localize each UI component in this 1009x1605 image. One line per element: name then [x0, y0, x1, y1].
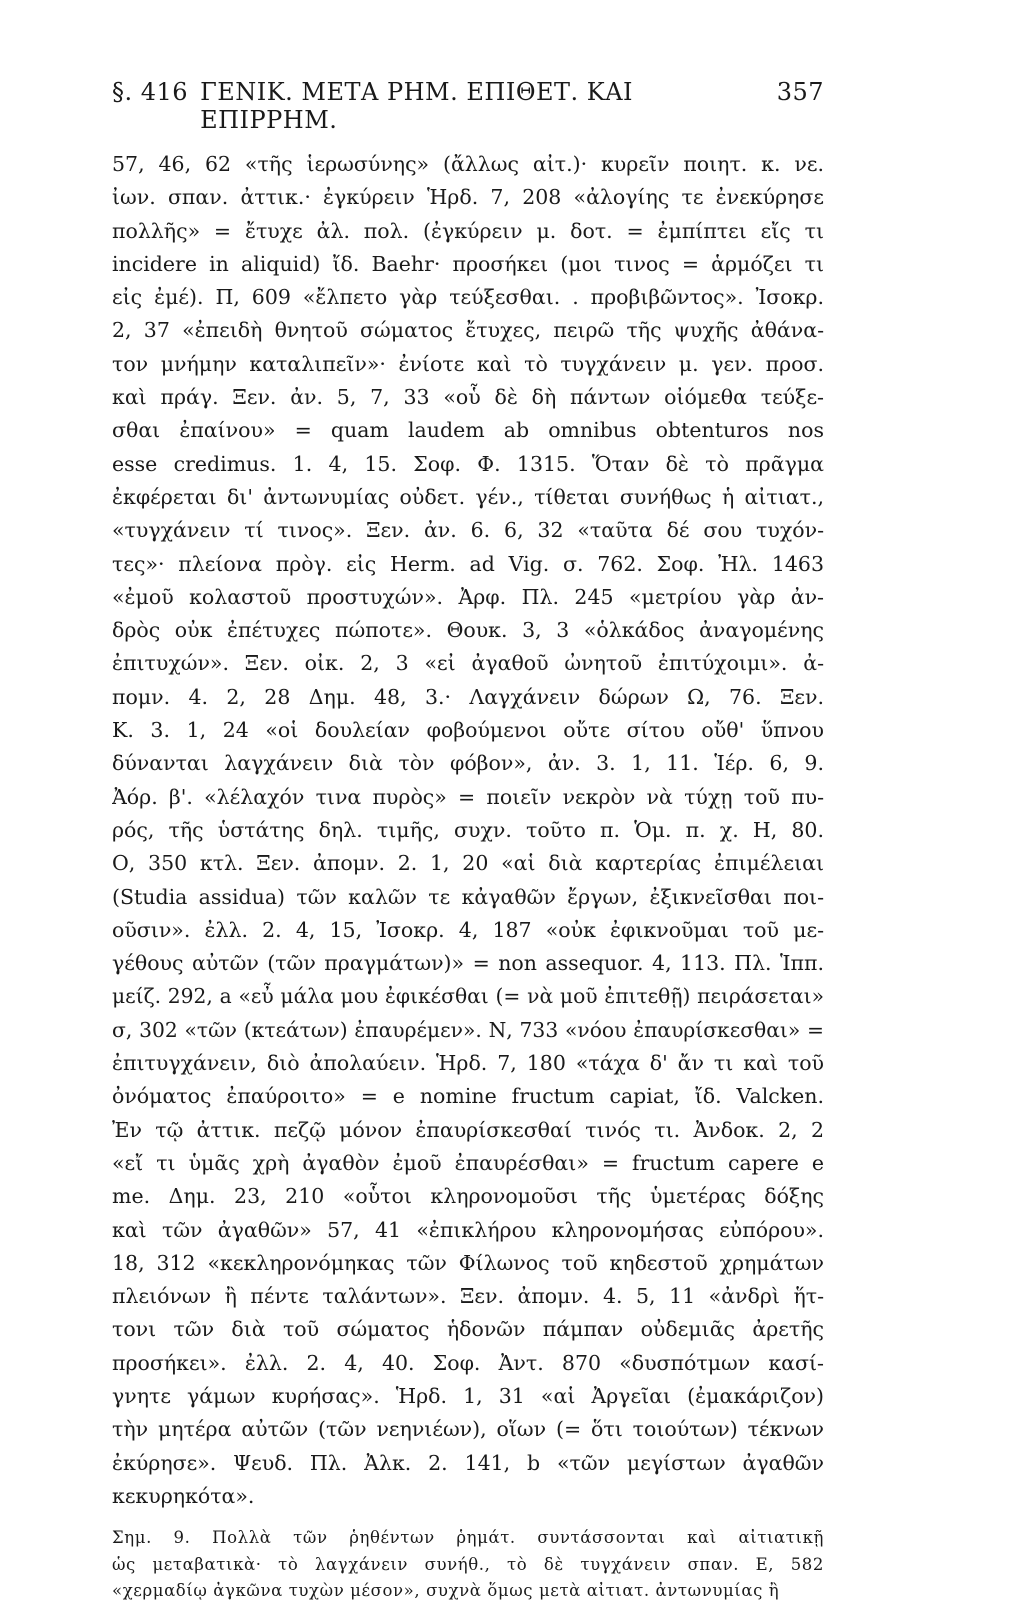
text-line: «ἐμοῦ κολαστοῦ προστυχών». Ἀρφ. Πλ. 245 «μετρίου γὰρ ἀν- — [112, 584, 824, 609]
text-line: τὴν μητέρα αὐτῶν (τῶν νεηνιέων), οἵων (= ὅτι τοιούτων) τέκνων — [112, 1417, 824, 1442]
text-line: τον μνήμην καταλιπεῖν»· ἐνίοτε καὶ τὸ τυγχάνειν μ. γεν. προσ. — [112, 351, 824, 376]
text-line: ὀνόματος ἐπαύροιτο» = e nomine fructum capiat, ἴδ. Valcken. — [112, 1084, 824, 1109]
text-line: δρὸς οὐκ ἐπέτυχες πώποτε». Θουκ. 3, 3 «ὁλκάδος ἀναγομένης — [112, 618, 824, 643]
text-line: πολλῆς» = ἔτυχε ἀλ. πολ. (ἐγκύρειν μ. δοτ. = ἐμπίπτει εἴς τι — [112, 218, 824, 243]
text-line: Ο, 350 κτλ. Ξεν. ἀπομν. 2. 1, 20 «αἱ διὰ καρτερίας ἐπιμέλειαι — [112, 851, 824, 876]
text-line: incidere in aliquid) ἴδ. Baehr· προσήκει (μοι τινος = ἁρμόζει τι — [112, 251, 824, 276]
text-line: γνητε γάμων κυρήσας». Ἡρδ. 1, 31 «αἱ Ἀργεῖαι (ἐμακάριζον) — [112, 1383, 824, 1408]
note-line: «χερμαδίῳ ἀγκῶνα τυχὼν μέσον», συχνὰ ὅμως μετὰ αἰτιατ. ἀντωνυμίας ἢ — [112, 1581, 780, 1601]
text-line: esse credimus. 1. 4, 15. Σοφ. Φ. 1315. Ὅταν δὲ τὸ πρᾶγμα — [112, 451, 824, 476]
text-line: προσήκει». ἐλλ. 2. 4, 40. Σοφ. Ἀντ. 870 «δυσπότμων κασί- — [112, 1350, 824, 1375]
text-line: πλειόνων ἢ πέντε ταλάντων». Ξεν. ἀπομν. 4. 5, 11 «ἀνδρὶ ἥτ- — [112, 1284, 824, 1309]
text-line: (Studia assidua) τῶν καλῶν τε κἀγαθῶν ἔργων, ἐξικνεῖσθαι ποι- — [112, 884, 824, 909]
note-line: Σημ. 9. Πολλὰ τῶν ῥηθέντων ῥημάτ. συντάσσονται καὶ αἰτιατικῇ — [112, 1528, 824, 1548]
text-line: πομν. 4. 2, 28 Δημ. 48, 3.· Λαγχάνειν δώρων Ω, 76. Ξεν. — [112, 684, 824, 709]
text-line: Κ. 3. 1, 24 «οἱ δουλείαν φοβούμενοι οὔτε σίτου οὔθ' ὕπνου — [112, 718, 824, 743]
note-line: ὡς μεταβατικὰ· τὸ λαγχάνειν συνήθ., τὸ δὲ τυγχάνειν σπαν. Ε, 582 — [112, 1554, 824, 1574]
text-line: καὶ τῶν ἀγαθῶν» 57, 41 «ἐπικλήρου κληρονομήσας εὐπόρου». — [112, 1217, 824, 1242]
footnote — [112, 1525, 824, 1605]
text-line: 2, 37 «ἐπειδὴ θνητοῦ σώματος ἔτυχες, πειρῶ τῆς ψυχῆς ἀθάνα- — [112, 318, 824, 343]
text-line: «τυγχάνειν τί τινος». Ξεν. ἀν. 6. 6, 32 «ταῦτα δέ σου τυχόν- — [112, 518, 824, 543]
body-text — [112, 148, 824, 1513]
text-line: γέθους αὐτῶν (τῶν πραγμάτων)» = non assequor. 4, 113. Πλ. Ἱππ. — [112, 951, 824, 976]
text-line: Ἀόρ. β'. «λέλαχόν τινα πυρὸς» = ποιεῖν νεκρὸν νὰ τύχῃ τοῦ πυ- — [112, 784, 824, 809]
text-line: οῦσιν». ἐλλ. 2. 4, 15, Ἰσοκρ. 4, 187 «οὐκ ἐφικνοῦμαι τοῦ με- — [112, 917, 824, 942]
text-line: ἐκύρησε». Ψευδ. Πλ. Ἀλκ. 2. 141, b «τῶν μεγίστων ἀγαθῶν — [112, 1450, 824, 1475]
text-line: «εἴ τι ὑμᾶς χρὴ ἀγαθὸν ἐμοῦ ἐπαυρέσθαι» = fructum capere e — [112, 1150, 824, 1175]
text-line: 18, 312 «κεκληρονόμηκας τῶν Φίλωνος τοῦ κηδεστοῦ χρημάτων — [112, 1250, 824, 1275]
text-line: καὶ πράγ. Ξεν. ἀν. 5, 7, 33 «οὗ δὲ δὴ πάντων οἰόμεθα τεύξε- — [112, 385, 824, 410]
chapter-title: ΓΕΝΙΚ. ΜΕΤΑ ΡΗΜ. ΕΠΙΘΕΤ. ΚΑΙ ΕΠΙΡΡΗΜ. — [200, 78, 634, 134]
text-line: σ, 302 «τῶν (κτεάτων) ἐπαυρέμεν». Ν, 733 «νόου ἐπαυρίσκεσθαι» = — [112, 1017, 824, 1042]
book-page — [112, 78, 824, 1605]
running-head — [112, 78, 824, 134]
text-line: κεκυρηκότα». — [112, 1483, 255, 1508]
text-line: ἰων. σπαν. ἀττικ.· ἐγκύρειν Ἡρδ. 7, 208 «ἀλογίης τε ἐνεκύρησε — [112, 185, 824, 210]
text-line: ἐκφέρεται δι' ἀντωνυμίας οὐδετ. γέν., τίθεται συνήθως ἡ αἰτιατ., — [112, 484, 824, 509]
text-line: τες»· πλείονα πρὸγ. εἰς Herm. ad Vig. σ. 762. Σοφ. Ἠλ. 1463 — [112, 551, 824, 576]
text-line: ἐπιτυγχάνειν, διὸ ἀπολαύειν. Ἡρδ. 7, 180 «τάχα δ' ἄν τι καὶ τοῦ — [112, 1051, 824, 1076]
page-number: 357 — [776, 78, 824, 106]
text-line: ἐπιτυχών». Ξεν. οἰκ. 2, 3 «εἰ ἀγαθοῦ ὠνητοῦ ἐπιτύχοιμι». ἀ- — [112, 651, 824, 676]
text-line: τονι τῶν διὰ τοῦ σώματος ἡδονῶν πάμπαν οὐδεμιᾶς ἀρετῆς — [112, 1317, 824, 1342]
text-line: me. Δημ. 23, 210 «οὗτοι κληρονομοῦσι τῆς ὑμετέρας δόξης — [112, 1184, 824, 1209]
text-line: εἰς ἐμέ). Π, 609 «ἔλπετο γὰρ τεύξεσθαι. . προβιβῶντος». Ἰσοκρ. — [112, 285, 824, 310]
text-line: δύνανται λαγχάνειν διὰ τὸν φόβον», ἀν. 3. 1, 11. Ἱέρ. 6, 9. — [112, 751, 824, 776]
text-line: Ἐν τῷ ἀττικ. πεζῷ μόνον ἐπαυρίσκεσθαί τινός τι. Ἀνδοκ. 2, 2 — [112, 1117, 824, 1142]
text-line: μείζ. 292, a «εὖ μάλα μου ἐφικέσθαι (= νὰ μοῦ ἐπιτεθῇ) πειράσεται» — [112, 984, 824, 1009]
text-line: 57, 46, 62 «τῆς ἱερωσύνης» (ἄλλως αἰτ.)· κυρεῖν ποιητ. κ. νε. — [112, 152, 824, 176]
text-line: σθαι ἐπαίνου» = quam laudem ab omnibus obtenturos nos — [112, 418, 824, 443]
text-line: ρός, τῆς ὑστάτης δηλ. τιμῆς, συχν. τοῦτο π. Ὁμ. π. χ. Η, 80. — [112, 817, 824, 842]
section-number: §. 416 — [112, 78, 189, 106]
